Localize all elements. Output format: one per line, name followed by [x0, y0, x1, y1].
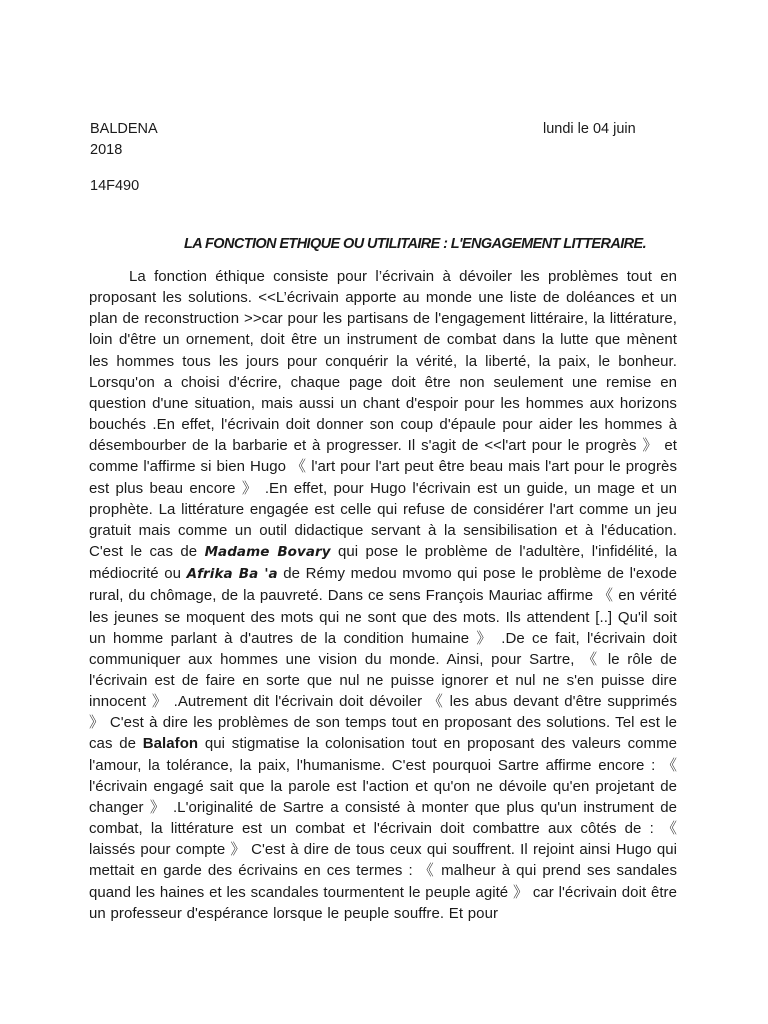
author-year: 2018	[90, 142, 123, 158]
body-paragraph	[89, 266, 677, 924]
book-title-balafon: Balafon	[142, 735, 199, 753]
body-segment-3: de Rémy medou mvomo qui pose le problème de l'exode rural, du chômage, de la pauvreté. Dans ce sens François Mauriac affirme 《 en vérité les jeunes se moquent des mots qui ne sont que des mots. Ils attendent [..] Qu'il soit un homme parlant à d'autres de la condition humaine 》 .De ce fait, l'écrivain doit communiquer aux hommes une vision du monde. Ainsi, pour Sartre, 《 le rôle de l'écrivain est de faire en sorte que nul ne puisse ignorer et nul ne s'en puisse dire innocent 》 .Autrement dit l'écrivain doit dévoiler 《 les abus devant d'être supprimés 》 C'est à dire les problèmes de son temps tout en proposant des solutions. Tel est le cas de	[89, 565, 677, 753]
reference-code: 14F490	[90, 178, 140, 194]
document-date: lundi le 04 juin	[543, 121, 636, 137]
document-title: LA FONCTION ETHIQUE OU UTILITAIRE : L'ENGAGEMENT LITTERAIRE.	[184, 236, 647, 252]
body-segment-2: qui pose le problème de l'adultère, l'infidélité, la médiocrité ou	[89, 543, 677, 583]
author-block	[90, 119, 158, 161]
book-title-madame-bovary: Madame Bovary	[204, 544, 331, 561]
author-name: BALDENA	[90, 121, 158, 137]
body-segment-4: qui stigmatise la colonisation tout en proposant des valeurs comme l'amour, la tolérance, la paix, l'humanisme. C'est pourquoi Sartre affirme encore : 《 l'écrivain engagé sait que la parole est l'action et qu'on ne dévoile qu'en projetant de changer 》 .L'originalité de Sartre a consisté à monter que plus qu'un instrument de combat, la littérature est un combat et l'écrivain doit combattre aux côtés de : 《 laissés pour compte 》 C'est à dire de tous ceux qui souffrent. Il rejoint ainsi Hugo qui mettait en garde des écrivains en ces termes : 《 malheur à qui prend ses sandales quand les haines et les scandales tourmentent le peuple agité 》 car l'écrivain doit être un professeur d'espérance lorsque le peuple souffre. Et pour	[89, 735, 678, 922]
body-segment-1: La fonction éthique consiste pour l’écrivain à dévoiler les problèmes tout en proposant les solutions. <<L’écrivain apporte au monde une liste de doléances et un plan de reconstruction >>car pour les partisans de l'engagement littéraire, la littérature, loin d'être un ornement, doit être un instrument de combat dans la lutte que mènent les hommes tous les jours pour conquérir la vérité, la liberté, la paix, le bonheur. Lorsqu'on a choisi d'écrire, chaque page doit être non seulement une remise en question d'une situation, mais aussi un chant d'espoir pour les hommes aux horizons bouchés .En effet, l'écrivain doit donner son coup d'épaule pour aider les hommes à désembourber de la barbarie et à progresser. Il s'agit de <<l'art pour le progrès 》 et comme l'affirme si bien Hugo 《 l'art pour l'art peut être beau mais l'art pour le progrès est plus beau encore 》 .En effet, pour Hugo l'écrivain est un guide, un mage et un prophète. La littérature engagée est celle qui refuse de considérer l'art comme un jeu gratuit mais comme un outil didactique servant à la sensibilisation et à l'éducation. C'est le cas de	[89, 268, 677, 561]
book-title-afrika-baa: Afrika Ba 'a	[186, 566, 278, 583]
